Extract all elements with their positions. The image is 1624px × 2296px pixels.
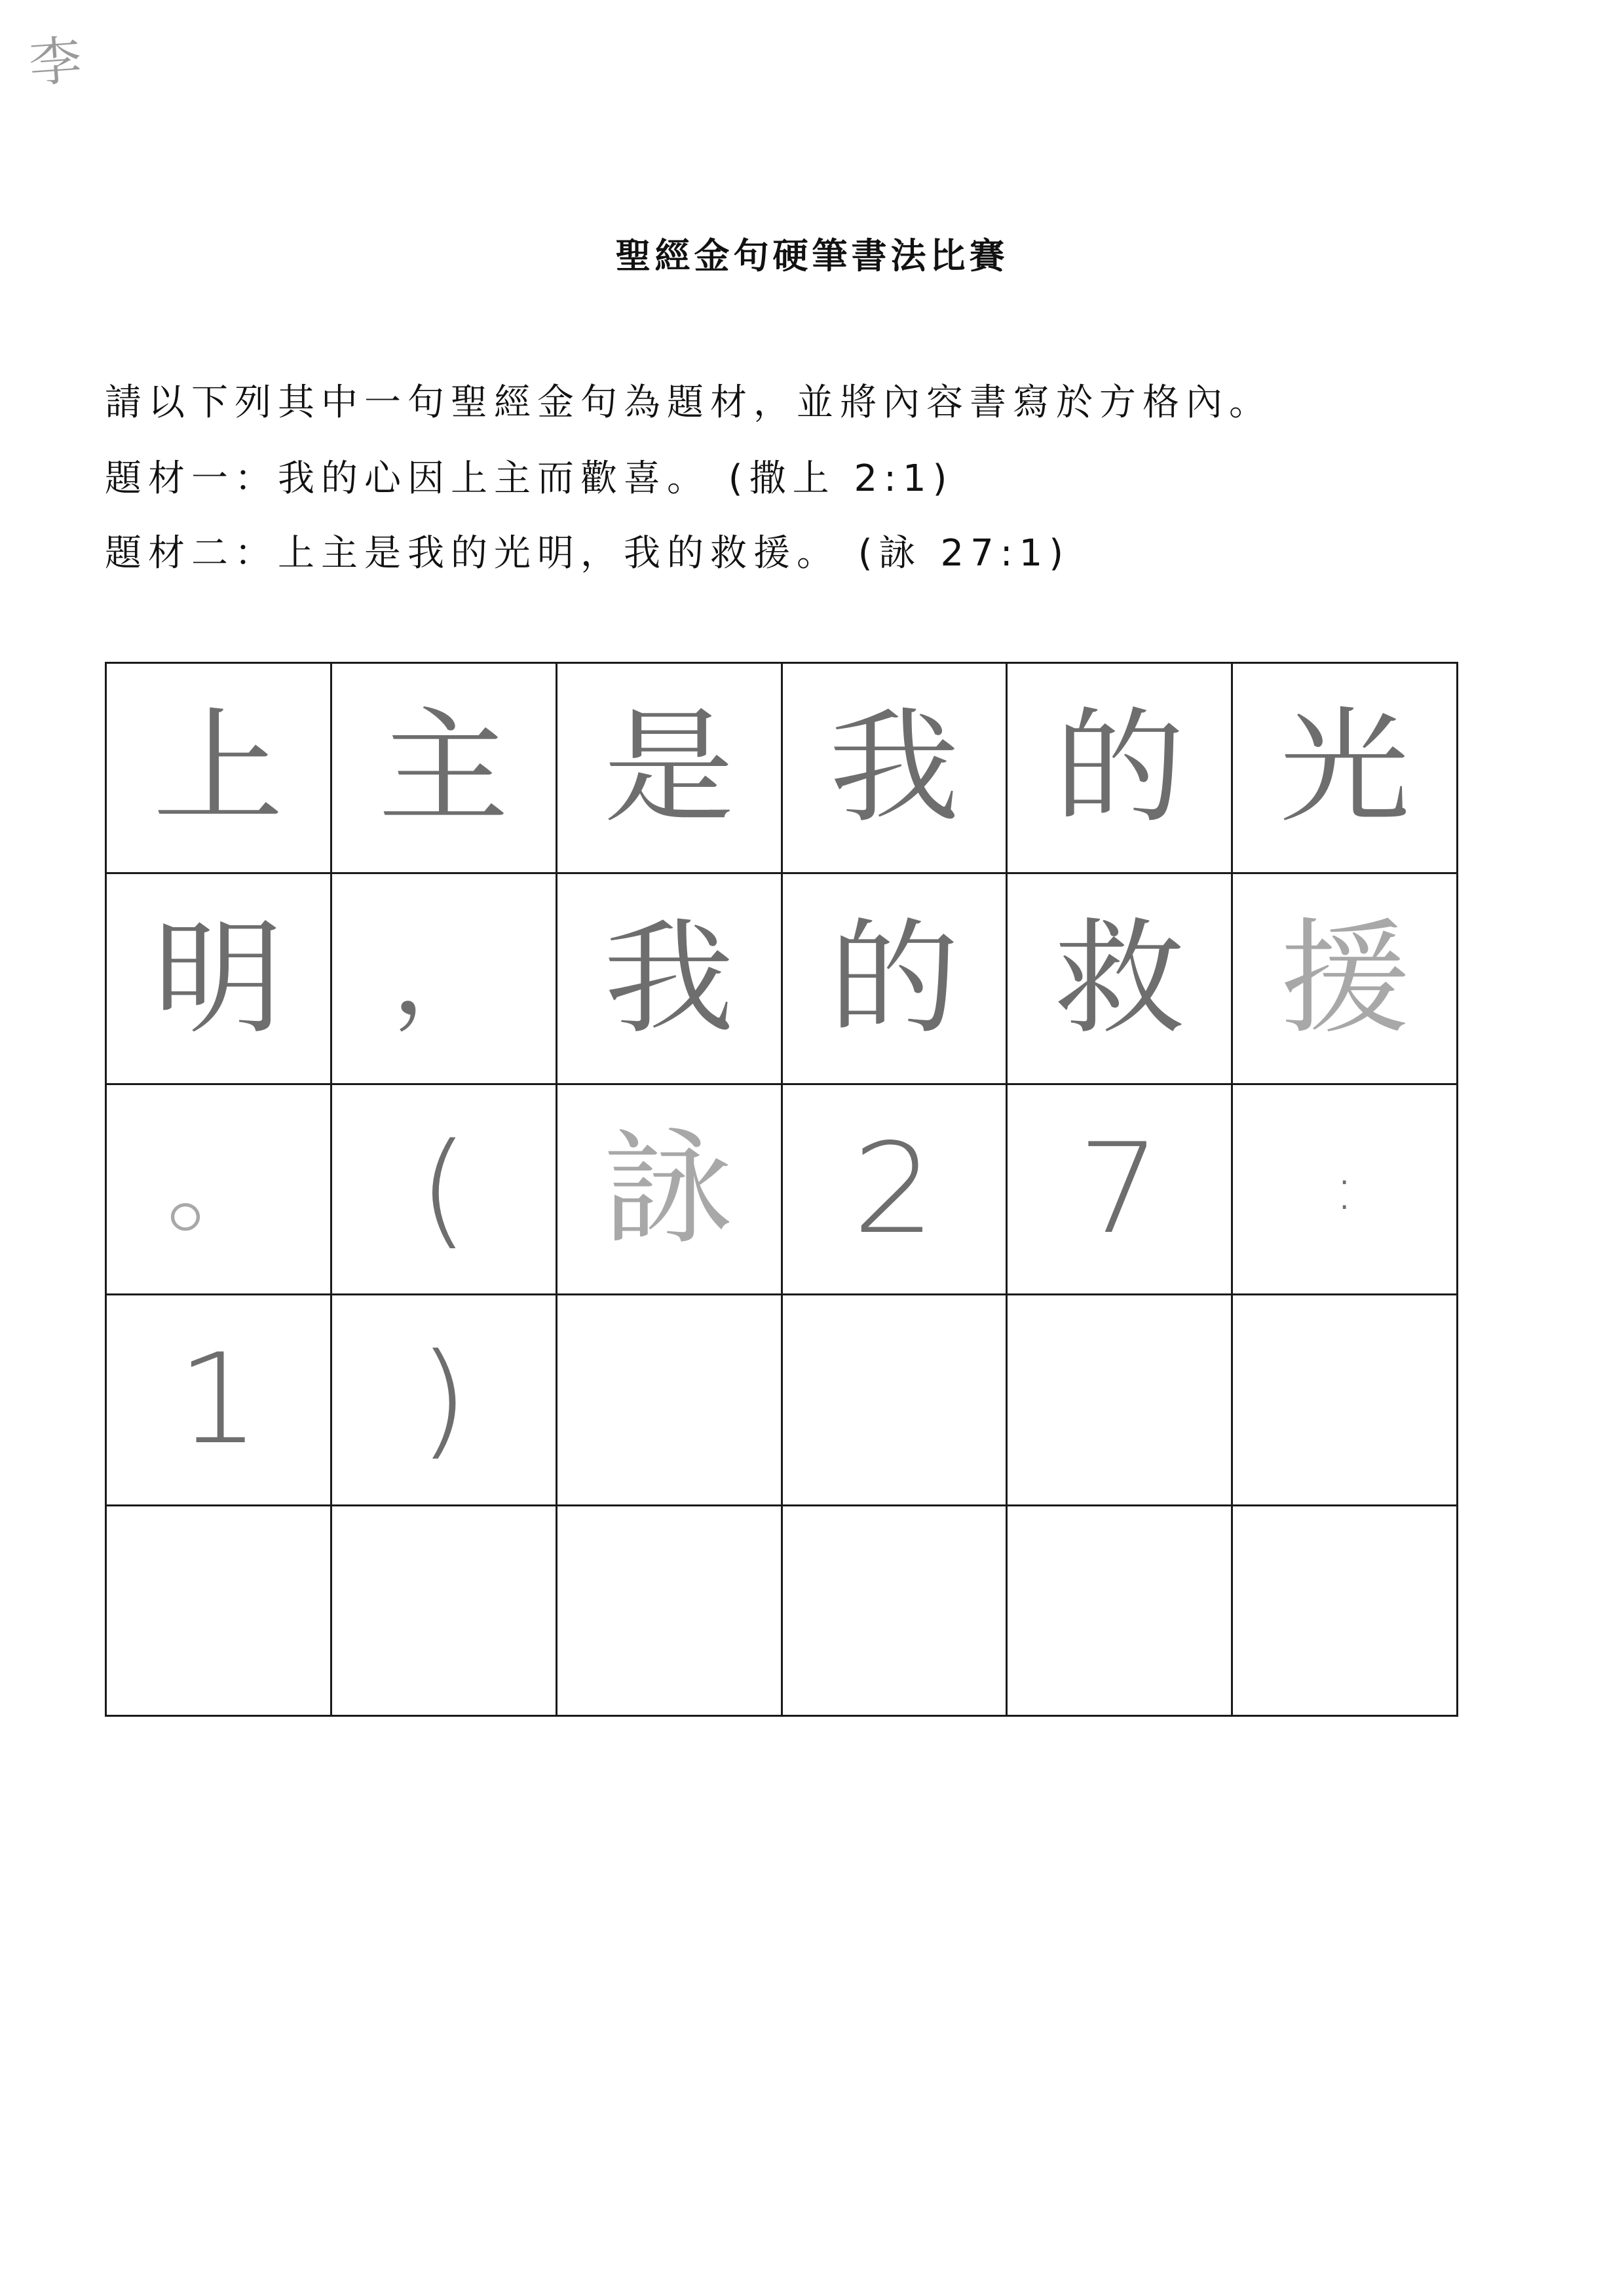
handwritten-character: ) — [418, 1327, 470, 1472]
grid-cell — [107, 874, 332, 1084]
grid-cell — [332, 1085, 557, 1295]
grid-cell — [107, 1085, 332, 1295]
grid-cell — [783, 1085, 1008, 1295]
grid-cell — [783, 664, 1008, 874]
grid-cell — [332, 664, 557, 874]
grid-cell — [783, 874, 1008, 1084]
grid-cell — [557, 1295, 783, 1506]
grid-cell — [1008, 1295, 1233, 1506]
page-title: 聖經金句硬筆書法比賽 — [615, 235, 1009, 277]
handwritten-character: 詠 — [603, 1116, 734, 1261]
handwritten-character: 救 — [1053, 906, 1185, 1051]
grid-cell — [557, 874, 783, 1084]
handwritten-character: : — [1334, 1154, 1355, 1223]
grid-cell — [557, 1085, 783, 1295]
grid-cell — [107, 664, 332, 874]
writing-grid — [105, 662, 1458, 1717]
grid-cell — [1008, 664, 1233, 874]
grid-cell — [1008, 874, 1233, 1084]
grid-cell — [1008, 1506, 1233, 1717]
handwritten-character: ， — [392, 921, 496, 1036]
handwritten-character: 7 — [1078, 1116, 1161, 1261]
grid-cell — [1233, 1295, 1458, 1506]
handwritten-character: 的 — [1053, 695, 1185, 841]
grid-cell — [1233, 1085, 1458, 1295]
grid-cell — [783, 1295, 1008, 1506]
grid-cell — [332, 874, 557, 1084]
topic-one-line: 題材一：我的心因上主而歡喜。 (撒上 2:1) — [105, 457, 954, 500]
handwritten-character: 援 — [1279, 906, 1410, 1051]
corner-mark: 李 — [27, 29, 84, 94]
handwritten-character: 明 — [153, 906, 284, 1051]
handwritten-character: 光 — [1279, 695, 1410, 841]
handwritten-character: 。 — [166, 1132, 271, 1246]
grid-cell — [332, 1295, 557, 1506]
handwritten-character: 我 — [829, 695, 960, 841]
grid-cell — [557, 1506, 783, 1717]
handwritten-character: 我 — [603, 906, 734, 1051]
instruction-line-1: 請以下列其中一句聖經金句為題材，並將內容書寫於方格內。 — [105, 381, 1272, 424]
handwritten-character: 的 — [829, 906, 960, 1051]
grid-cell — [557, 664, 783, 874]
topic-two-line: 題材二：上主是我的光明，我的救援。 (詠 27:1) — [105, 532, 1070, 575]
handwritten-character: 1 — [176, 1327, 260, 1472]
grid-cell — [1233, 1506, 1458, 1717]
grid-cell — [332, 1506, 557, 1717]
grid-cell — [107, 1506, 332, 1717]
grid-cell — [107, 1295, 332, 1506]
handwritten-character: 主 — [378, 695, 510, 841]
handwritten-character: ( — [418, 1116, 470, 1261]
handwritten-character: 2 — [852, 1116, 936, 1261]
grid-cell — [1233, 874, 1458, 1084]
grid-cell — [1008, 1085, 1233, 1295]
grid-cell — [1233, 664, 1458, 874]
handwritten-character: 是 — [603, 695, 734, 841]
handwritten-character: 上 — [153, 695, 284, 841]
grid-cell — [783, 1506, 1008, 1717]
